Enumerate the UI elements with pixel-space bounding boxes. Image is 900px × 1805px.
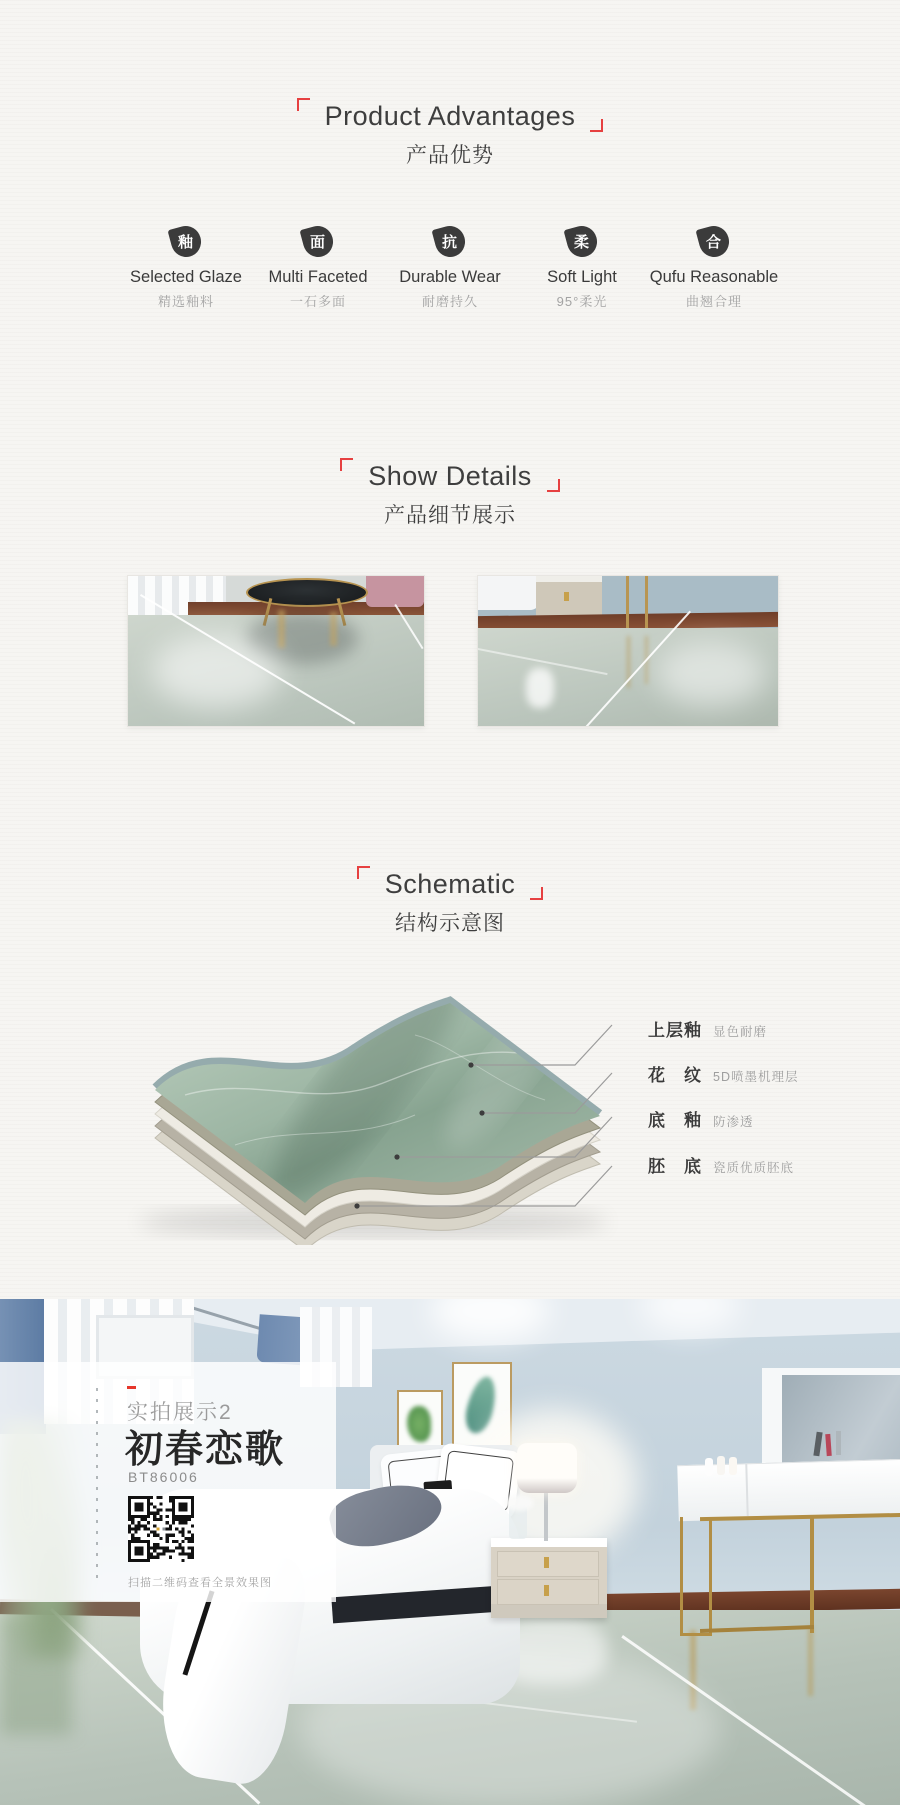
corner-bracket-bottom-right-icon <box>547 479 560 492</box>
layer-label-bottom-glaze <box>648 1106 754 1131</box>
cosmetic-bottle <box>717 1456 725 1475</box>
advantage-item-softlight <box>516 226 648 310</box>
advantage-item-wear <box>384 226 516 310</box>
advantage-label-en: Selected Glaze <box>130 268 242 286</box>
photo-floor-sheen <box>152 634 282 708</box>
corner-bracket-top-left-icon <box>357 866 370 879</box>
photo-object-reflection <box>526 668 554 708</box>
advantage-item-glaze <box>120 226 252 310</box>
nightstand <box>491 1538 607 1618</box>
advantages-title-en <box>325 101 576 132</box>
dresser-gold-leg <box>810 1517 814 1633</box>
badge-glyph: 合 <box>706 234 722 252</box>
schematic-title-en <box>385 869 516 900</box>
dotted-divider-line <box>96 1388 98 1580</box>
teardrop-badge-icon <box>167 223 204 261</box>
photo-nightstand <box>536 576 602 618</box>
feather-leaf-artwork <box>461 1374 500 1437</box>
lamp-stand <box>544 1491 548 1541</box>
layer-name: 胚 底 <box>648 1157 702 1176</box>
layer-label-top-glaze <box>648 1016 767 1041</box>
details-title-text: Show Details <box>368 461 532 491</box>
corner-bracket-top-left-icon <box>340 458 353 471</box>
layer-desc: 5D喷墨机理层 <box>713 1070 799 1084</box>
details-title-en <box>368 461 532 492</box>
lamp-shade <box>517 1443 577 1493</box>
layer-name: 花 纹 <box>648 1066 702 1085</box>
advantage-item-faceted <box>252 226 384 310</box>
product-model: BT86006 <box>128 1469 199 1485</box>
advantage-label-cn: 曲翘合理 <box>685 294 742 309</box>
advantage-label-cn: 精选釉料 <box>157 294 214 309</box>
tile-layer-structure-figure <box>115 975 635 1245</box>
drawer-knob <box>544 1557 549 1568</box>
advantage-label-en: Qufu Reasonable <box>649 268 779 286</box>
detail-photo-bedroom <box>477 575 779 727</box>
mirror-frame <box>762 1368 900 1472</box>
layer-name: 上层釉 <box>648 1021 702 1040</box>
flowers <box>504 1495 534 1511</box>
badge-glyph: 柔 <box>574 234 590 252</box>
corner-bracket-bottom-right-icon <box>590 119 603 132</box>
photo-gold-reflection <box>278 610 285 648</box>
layer-desc: 防渗透 <box>713 1115 754 1129</box>
layer-label-pattern <box>648 1061 798 1086</box>
cosmetic-bottle <box>729 1457 737 1475</box>
photo-coffee-table <box>246 578 368 607</box>
mirror-glass <box>782 1375 900 1465</box>
badge-glyph: 釉 <box>178 234 194 252</box>
drawer-knob <box>544 1585 549 1596</box>
photo-bed-corner <box>478 576 540 610</box>
details-title-cn: 产品细节展示 <box>384 504 516 527</box>
schematic-header <box>0 869 900 937</box>
table-leg-reflection <box>808 1626 813 1696</box>
showcase-tag: 实拍展示2 <box>127 1401 233 1424</box>
corner-bracket-bottom-right-icon <box>530 887 543 900</box>
photo-drawer-knob <box>564 592 569 601</box>
advantage-label-cn: 耐磨持久 <box>421 294 478 309</box>
qr-caption: 扫描二维码查看全景效果图 <box>128 1577 272 1589</box>
advantage-label-en: Durable Wear <box>399 268 501 286</box>
teardrop-badge-icon <box>563 223 600 261</box>
layer-name: 底 釉 <box>648 1111 702 1130</box>
advantage-label-en: Soft Light <box>547 268 617 286</box>
photo-sofa <box>366 576 424 607</box>
leaf-artwork <box>407 1406 431 1442</box>
layer-desc: 瓷质优质胚底 <box>713 1161 795 1175</box>
advantages-title-cn: 产品优势 <box>406 144 494 167</box>
photo-gold-reflection <box>330 612 337 646</box>
badge-glyph: 面 <box>310 234 326 252</box>
advantages-title-text: Product Advantages <box>324 101 576 131</box>
advantage-item-flatness <box>648 226 780 310</box>
teardrop-badge-icon <box>299 223 336 261</box>
details-header <box>0 461 900 529</box>
advantage-label-en: Multi Faceted <box>268 268 368 286</box>
cosmetic-item <box>836 1431 841 1455</box>
cosmetic-bottle <box>705 1458 713 1476</box>
dresser-gold-leg-frame <box>680 1517 712 1636</box>
detail-photo-livingroom <box>127 575 425 727</box>
corner-bracket-top-left-icon <box>297 98 310 111</box>
layer-label-body <box>648 1152 794 1177</box>
showcase-photo <box>0 1299 900 1805</box>
teardrop-badge-icon <box>695 223 732 261</box>
photo-floor-sheen <box>656 642 766 706</box>
advantage-label-cn: 95°柔光 <box>556 294 608 309</box>
schematic-title-text: Schematic <box>384 869 516 899</box>
red-dash-icon <box>127 1386 136 1389</box>
advantages-row <box>120 226 780 310</box>
layer-desc: 显色耐磨 <box>713 1025 768 1039</box>
schematic-title-cn: 结构示意图 <box>395 912 505 935</box>
badge-glyph: 抗 <box>442 234 458 252</box>
product-name: 初春恋歌 <box>125 1429 286 1471</box>
tile-layers <box>155 975 600 1245</box>
qr-code <box>128 1496 194 1562</box>
advantage-label-cn: 一石多面 <box>289 294 346 309</box>
teardrop-badge-icon <box>431 223 468 261</box>
advantages-header <box>0 101 900 169</box>
